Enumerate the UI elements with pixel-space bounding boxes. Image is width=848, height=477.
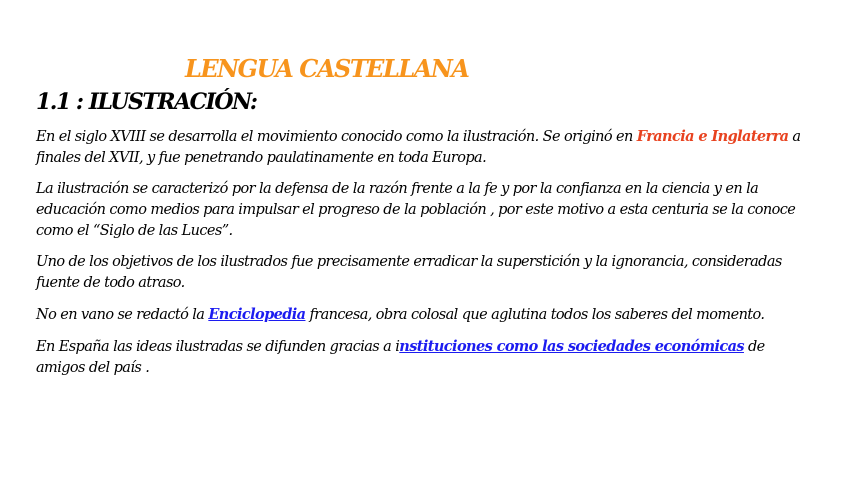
paragraph-text: francesa, obra colosal que aglutina todos los saberes del momento. (305, 307, 765, 323)
paragraph-spain (36, 336, 812, 379)
paragraph-text: La ilustración se caracterizó por la defensa de la razón frente a la fe y por la confianza en la ciencia y en la educación como medios para impulsar el progreso de la población , por este motivo a esta centuria se la conoce como el “Siglo de las Luces”. (36, 181, 796, 239)
paragraph-encyclopedia (36, 304, 812, 326)
paragraph-text: a finales del XVII, y fue penetrando paulatinamente en toda Europa. (36, 129, 801, 166)
paragraph-origin (36, 126, 812, 169)
paragraph-text: No en vano se redactó la (36, 307, 209, 323)
document-page (36, 54, 812, 389)
highlight-countries: Francia e Inglaterra (636, 128, 789, 145)
section-heading: 1.1 : ILUSTRACIÓN: (36, 89, 257, 115)
highlight-enciclopedia: Enciclopedia (208, 306, 306, 323)
paragraph-text: Uno de los objetivos de los ilustrados fue precisamente erradicar la superstición y la ignorancia, consideradas fuente de todo atraso. (36, 254, 782, 291)
paragraph-objectives (36, 252, 812, 294)
paragraph-text: de amigos del país . (36, 339, 765, 376)
paragraph-reason (36, 179, 812, 242)
document-title: LENGUA CASTELLANA (185, 54, 469, 83)
paragraph-text: En el siglo XVIII se desarrolla el movimiento conocido como la ilustración. Se originó en (36, 129, 637, 145)
highlight-instituciones: nstituciones como las sociedades económicas (399, 338, 744, 355)
paragraph-text: En España las ideas ilustradas se difunden gracias a i (36, 339, 400, 355)
